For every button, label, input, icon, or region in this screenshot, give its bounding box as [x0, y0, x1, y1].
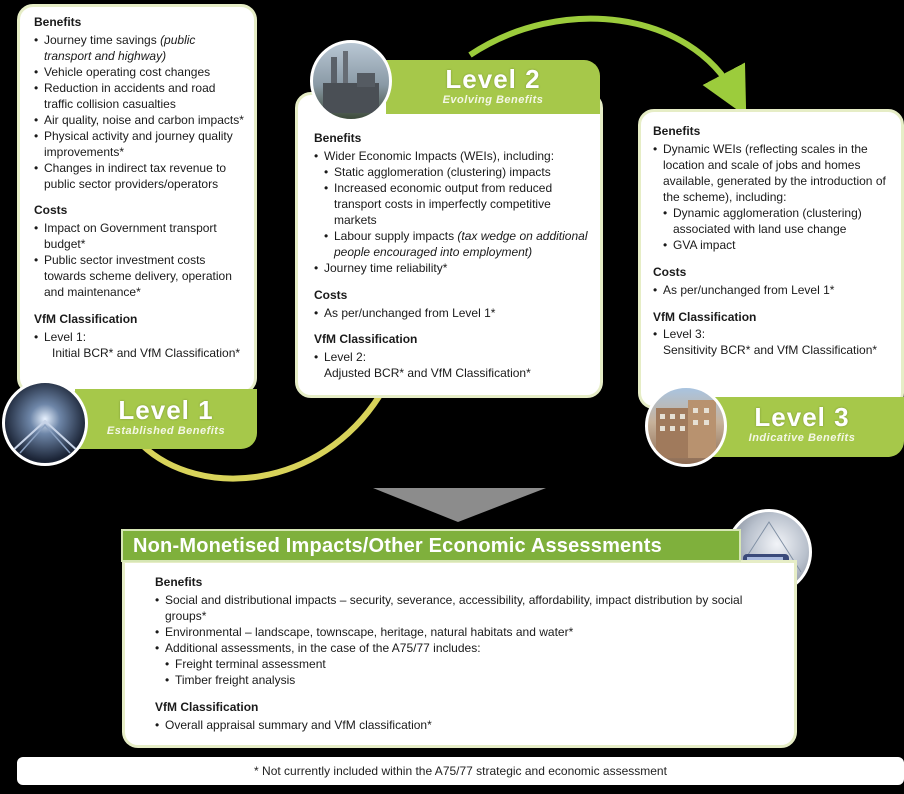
level1-box [17, 4, 257, 394]
nm-vfm-list [155, 718, 784, 734]
level2-subtitle: Evolving Benefits [442, 93, 544, 106]
level3-benefits-list [653, 142, 891, 254]
level2-benefits-list [314, 149, 590, 277]
list-item: • Dynamic agglomeration (clustering) associated with land use change [653, 206, 891, 238]
down-arrow [373, 488, 546, 522]
list-item: • Physical activity and journey quality improvements* [34, 129, 244, 161]
level1-benefits-heading: Benefits [34, 15, 82, 29]
level3-benefits-heading: Benefits [653, 124, 701, 138]
level3-photo-buildings [645, 385, 727, 467]
level1-vfm-detail: Initial BCR* and VfM Classification* [52, 346, 241, 361]
level3-banner [700, 397, 904, 457]
nm-benefits-heading: Benefits [155, 575, 203, 589]
nonmonetised-title-bar: Non-Monetised Impacts/Other Economic Assessments [121, 529, 741, 562]
factory-icon [313, 43, 389, 119]
level3-vfm-list [653, 327, 891, 359]
tunnel-icon [5, 383, 85, 463]
level2-photo-industrial [310, 40, 392, 122]
level2-title: Level 2 [445, 64, 541, 94]
list-item: • Vehicle operating cost changes [34, 65, 244, 81]
list-item: • As per/unchanged from Level 1* [653, 283, 891, 299]
list-item: • Labour supply impacts (tax wedge on additional people encouraged into employment) [314, 229, 590, 261]
level1-costs-heading: Costs [34, 203, 68, 218]
level2-costs-heading: Costs [314, 287, 348, 302]
list-item: • Increased economic output from reduced transport costs in imperfectly competitive markets [314, 181, 590, 229]
level3-vfm-heading: VfM Classification [653, 309, 757, 324]
level3-vfm-item: • Level 3: [653, 327, 891, 343]
level3-title: Level 3 [754, 402, 850, 432]
level2-vfm-detail: Adjusted BCR* and VfM Classification* [324, 366, 531, 381]
level2-vfm-list [314, 350, 590, 382]
list-item: • Public sector investment costs towards scheme delivery, operation and maintenance* [34, 253, 244, 301]
level3-costs-list [653, 283, 891, 299]
level2-box [295, 92, 603, 398]
list-item: • Overall appraisal summary and VfM classification* [155, 718, 784, 734]
list-item: • Timber freight analysis [155, 673, 784, 689]
level1-subtitle: Established Benefits [106, 424, 226, 437]
list-item: • Changes in indirect tax revenue to public sector providers/operators [34, 161, 244, 193]
level1-benefits-list [34, 33, 244, 193]
level3-costs-heading: Costs [653, 264, 687, 279]
level2-banner [386, 60, 600, 114]
level2-costs-list [314, 306, 590, 322]
level2-benefits-heading: Benefits [314, 131, 362, 145]
level1-vfm-heading: VfM Classification [34, 312, 138, 327]
list-item: • As per/unchanged from Level 1* [314, 306, 590, 322]
level3-box [638, 109, 904, 409]
level1-vfm-item: • Level 1: [34, 330, 244, 346]
list-item: • Impact on Government transport budget* [34, 221, 244, 253]
list-item: • Reduction in accidents and road traffic collision casualties [34, 81, 244, 113]
list-item: • Additional assessments, in the case of the A75/77 includes: [155, 641, 784, 657]
list-item: • Freight terminal assessment [155, 657, 784, 673]
level1-banner [75, 389, 257, 449]
nm-benefits-list [155, 593, 784, 689]
level2-vfm-heading: VfM Classification [314, 332, 418, 347]
nm-vfm-heading: VfM Classification [155, 699, 259, 714]
level1-vfm-list [34, 330, 244, 362]
building-icon [648, 388, 724, 464]
level1-costs-list [34, 221, 244, 301]
list-item: • Social and distributional impacts – security, severance, accessibility, affordability, impact distribution by social groups* [155, 593, 784, 625]
level1-title: Level 1 [118, 395, 214, 425]
list-item: • Journey time reliability* [314, 261, 590, 277]
list-item: • GVA impact [653, 238, 891, 254]
list-item: • Journey time savings (public transport and highway) [34, 33, 244, 65]
nonmonetised-box [122, 560, 797, 748]
level3-benefits-intro: • Dynamic WEIs (reflecting scales in the location and scale of jobs and homes available, generated by the introduction of the scheme), including: [653, 142, 891, 206]
level3-subtitle: Indicative Benefits [748, 431, 856, 444]
level2-benefits-intro: • Wider Economic Impacts (WEIs), including: [314, 149, 590, 165]
level1-photo-tunnel [2, 380, 88, 466]
list-item: • Environmental – landscape, townscape, heritage, natural habitats and water* [155, 625, 784, 641]
level2-vfm-item: • Level 2: [314, 350, 590, 366]
footnote: * Not currently included within the A75/77 strategic and economic assessment [17, 757, 904, 785]
list-item: • Air quality, noise and carbon impacts* [34, 113, 244, 129]
list-item: • Static agglomeration (clustering) impacts [314, 165, 590, 181]
level3-vfm-detail: Sensitivity BCR* and VfM Classification* [663, 343, 878, 358]
